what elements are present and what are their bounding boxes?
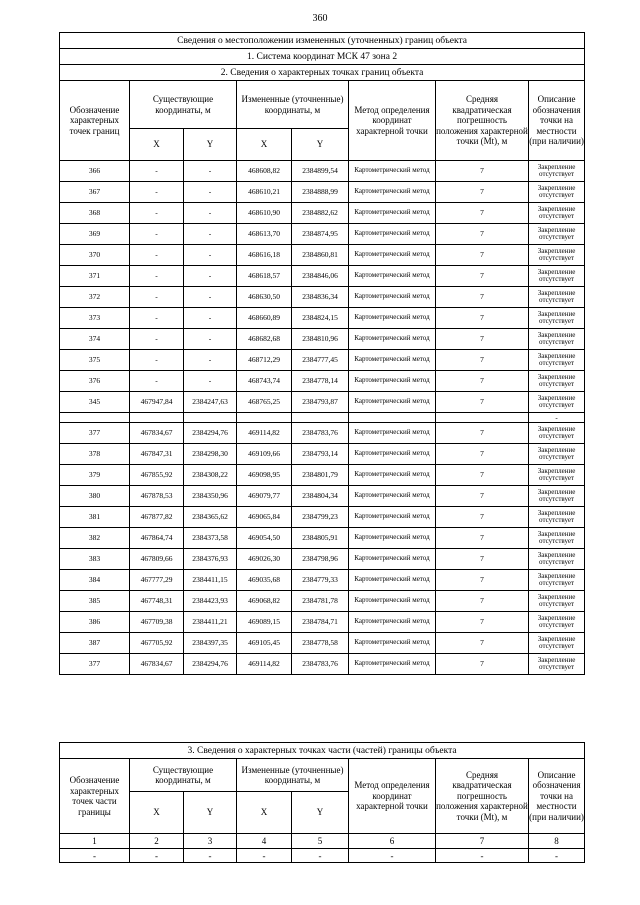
- header-x: X: [130, 792, 184, 834]
- table-cell: 467834,67: [130, 423, 184, 444]
- table-cell: 467834,67: [130, 654, 184, 675]
- table-cell: 2384810,96: [292, 329, 349, 350]
- table-row: [60, 465, 585, 486]
- table-cell: Картометрический метод: [349, 549, 436, 570]
- table-cell: 386: [60, 612, 130, 633]
- table-cell: 7: [436, 224, 529, 245]
- table-cell: 469114,82: [237, 423, 292, 444]
- table-cell: 7: [436, 203, 529, 224]
- table-row: [60, 570, 585, 591]
- table-cell: Картометрический метод: [349, 329, 436, 350]
- table-row: [60, 423, 585, 444]
- table-cell: 2384779,33: [292, 570, 349, 591]
- points-body-2: [60, 423, 585, 675]
- table-cell: -: [184, 329, 237, 350]
- table-cell: Закрепление отсутствует: [529, 329, 585, 350]
- table-cell: -: [349, 849, 436, 863]
- table-cell: 7: [436, 612, 529, 633]
- table-row: [60, 266, 585, 287]
- points-body-1: [60, 161, 585, 413]
- table-cell: -: [130, 182, 184, 203]
- table-cell: 2384778,58: [292, 633, 349, 654]
- table-cell: 2: [130, 834, 184, 849]
- table-cell: 467809,66: [130, 549, 184, 570]
- table-cell: 7: [436, 834, 529, 849]
- table-cell: 369: [60, 224, 130, 245]
- table-cell: 2384350,96: [184, 486, 237, 507]
- table-cell: 469079,77: [237, 486, 292, 507]
- table-cell: 2384777,45: [292, 350, 349, 371]
- table-cell: 2384783,76: [292, 423, 349, 444]
- table-cell: 468660,89: [237, 308, 292, 329]
- table-cell: 469089,15: [237, 612, 292, 633]
- table-cell: -: [130, 161, 184, 182]
- table-cell: 467855,92: [130, 465, 184, 486]
- table-cell: 377: [60, 654, 130, 675]
- table-cell: -: [184, 161, 237, 182]
- table-cell: -: [292, 849, 349, 863]
- table-cell: Закрепление отсутствует: [529, 350, 585, 371]
- table-cell: -: [130, 371, 184, 392]
- table-cell: 7: [436, 161, 529, 182]
- header-existing: Существующие координаты, м: [130, 81, 237, 129]
- section-title: Сведения о местоположении измененных (уточненных) границ объекта: [60, 33, 585, 49]
- table-row: [60, 612, 585, 633]
- table-row: [60, 486, 585, 507]
- header-x: X: [130, 129, 184, 161]
- table-cell: 2384805,91: [292, 528, 349, 549]
- table-cell: -: [130, 203, 184, 224]
- table-row: [60, 591, 585, 612]
- table-cell: 2384411,15: [184, 570, 237, 591]
- table-cell: 387: [60, 633, 130, 654]
- table-cell: 467864,74: [130, 528, 184, 549]
- table-cell: 468610,90: [237, 203, 292, 224]
- table-cell: 2384801,79: [292, 465, 349, 486]
- table-cell: 2384799,23: [292, 507, 349, 528]
- table-cell: Закрепление отсутствует: [529, 591, 585, 612]
- table-cell: 469026,30: [237, 549, 292, 570]
- table-cell: 467777,29: [130, 570, 184, 591]
- table-cell: 467947,84: [130, 392, 184, 413]
- table-cell: 2384783,76: [292, 654, 349, 675]
- table-cell: 468610,21: [237, 182, 292, 203]
- table-cell: Закрепление отсутствует: [529, 203, 585, 224]
- table-cell: -: [130, 287, 184, 308]
- header-accuracy: Средняя квадратическая погрешность положения характерной точки (Mt), м: [436, 759, 529, 834]
- table-row: [60, 633, 585, 654]
- table-cell: -: [130, 849, 184, 863]
- table-cell: 376: [60, 371, 130, 392]
- table-cell: 7: [436, 329, 529, 350]
- table-cell: 2384373,58: [184, 528, 237, 549]
- header-x: X: [237, 792, 292, 834]
- table-cell: 380: [60, 486, 130, 507]
- table-cell: 7: [436, 287, 529, 308]
- table-cell: 7: [436, 392, 529, 413]
- table-cell: Картометрический метод: [349, 528, 436, 549]
- header-method: Метод определения координат характерной точки: [349, 759, 436, 834]
- table-cell: -: [184, 849, 237, 863]
- table-cell: -: [436, 849, 529, 863]
- table-cell: 384: [60, 570, 130, 591]
- table-cell: 2384874,95: [292, 224, 349, 245]
- column-numbers-body: [60, 834, 585, 849]
- table-cell: 7: [436, 486, 529, 507]
- table-cell: Закрепление отсутствует: [529, 224, 585, 245]
- table-cell: 345: [60, 392, 130, 413]
- table-cell: 7: [436, 308, 529, 329]
- table-cell: Картометрический метод: [349, 633, 436, 654]
- header-y: Y: [184, 129, 237, 161]
- header-method: Метод определения координат характерной точки: [349, 81, 436, 161]
- table-cell: -: [529, 413, 585, 423]
- header-description: Описание обозначения точки на местности (при наличии): [529, 81, 585, 161]
- table-cell: Картометрический метод: [349, 287, 436, 308]
- table-cell: 2384308,22: [184, 465, 237, 486]
- table-cell: Закрепление отсутствует: [529, 612, 585, 633]
- table-cell: 371: [60, 266, 130, 287]
- table-cell: 2384860,81: [292, 245, 349, 266]
- table-cell: 7: [436, 549, 529, 570]
- table-cell: Картометрический метод: [349, 486, 436, 507]
- table-row: [60, 329, 585, 350]
- table-cell: 467705,92: [130, 633, 184, 654]
- table-cell: -: [184, 182, 237, 203]
- table-cell: 7: [436, 350, 529, 371]
- table-cell: 372: [60, 287, 130, 308]
- table-cell: 7: [436, 570, 529, 591]
- table-cell: Картометрический метод: [349, 224, 436, 245]
- table-cell: 4: [237, 834, 292, 849]
- table-cell: Закрепление отсутствует: [529, 549, 585, 570]
- table-cell: -: [184, 350, 237, 371]
- table-row: [60, 308, 585, 329]
- table-cell: 377: [60, 423, 130, 444]
- table-row: [60, 287, 585, 308]
- table-cell: [237, 413, 292, 423]
- table-cell: Закрепление отсутствует: [529, 486, 585, 507]
- table-row: [60, 182, 585, 203]
- table-cell: 467709,38: [130, 612, 184, 633]
- table-cell: 2384247,63: [184, 392, 237, 413]
- table-cell: 2384899,54: [292, 161, 349, 182]
- table-cell: 2384784,71: [292, 612, 349, 633]
- table-row: [60, 549, 585, 570]
- header-x: X: [237, 129, 292, 161]
- table-cell: Закрепление отсутствует: [529, 444, 585, 465]
- column-numbers-row: [60, 834, 585, 849]
- table-cell: 2384298,30: [184, 444, 237, 465]
- table-cell: 7: [436, 182, 529, 203]
- table-cell: -: [184, 287, 237, 308]
- table-cell: Картометрический метод: [349, 182, 436, 203]
- table-cell: 2384423,93: [184, 591, 237, 612]
- table-cell: -: [184, 203, 237, 224]
- table-cell: 2384836,34: [292, 287, 349, 308]
- table-cell: 7: [436, 423, 529, 444]
- table-cell: Закрепление отсутствует: [529, 528, 585, 549]
- table-cell: 469105,45: [237, 633, 292, 654]
- table-row: [60, 654, 585, 675]
- table-cell: [436, 413, 529, 423]
- table-cell: Закрепление отсутствует: [529, 308, 585, 329]
- table-cell: 468743,74: [237, 371, 292, 392]
- header-changed: Измененные (уточненные) координаты, м: [237, 759, 349, 792]
- table-cell: -: [130, 266, 184, 287]
- table-cell: 379: [60, 465, 130, 486]
- table-cell: 2384376,93: [184, 549, 237, 570]
- table-cell: -: [184, 266, 237, 287]
- table-cell: Закрепление отсутствует: [529, 245, 585, 266]
- table-cell: Закрепление отсутствует: [529, 423, 585, 444]
- table-row: [60, 371, 585, 392]
- table-cell: 7: [436, 528, 529, 549]
- table-cell: 2384397,35: [184, 633, 237, 654]
- table-cell: Картометрический метод: [349, 371, 436, 392]
- table-cell: Картометрический метод: [349, 507, 436, 528]
- table-cell: Картометрический метод: [349, 161, 436, 182]
- table-cell: -: [529, 849, 585, 863]
- table-cell: 469035,68: [237, 570, 292, 591]
- table-cell: -: [130, 308, 184, 329]
- table-cell: Закрепление отсутствует: [529, 507, 585, 528]
- table-cell: 2384798,96: [292, 549, 349, 570]
- header-y: Y: [292, 792, 349, 834]
- header-designation: Обозначение характерных точек границ: [60, 81, 130, 161]
- table-cell: 2384882,62: [292, 203, 349, 224]
- table-cell: [184, 413, 237, 423]
- table-cell: Закрепление отсутствует: [529, 287, 585, 308]
- header-existing: Существующие координаты, м: [130, 759, 237, 792]
- table-cell: 469068,82: [237, 591, 292, 612]
- table-row: [60, 392, 585, 413]
- table-cell: 2384411,21: [184, 612, 237, 633]
- table-cell: -: [130, 350, 184, 371]
- table-cell: 467847,31: [130, 444, 184, 465]
- table-cell: Закрепление отсутствует: [529, 570, 585, 591]
- part-boundary-points-table: [59, 742, 585, 863]
- table-cell: 7: [436, 371, 529, 392]
- separator-row: [60, 413, 585, 423]
- table-cell: 469114,82: [237, 654, 292, 675]
- table-row: [60, 350, 585, 371]
- table-cell: -: [184, 371, 237, 392]
- table-cell: Картометрический метод: [349, 266, 436, 287]
- table-cell: Картометрический метод: [349, 392, 436, 413]
- table-cell: 7: [436, 633, 529, 654]
- table-cell: Закрепление отсутствует: [529, 182, 585, 203]
- header-description: Описание обозначения точки на местности (при наличии): [529, 759, 585, 834]
- table-cell: 382: [60, 528, 130, 549]
- table-cell: Картометрический метод: [349, 350, 436, 371]
- table-cell: [349, 413, 436, 423]
- table-cell: 3: [184, 834, 237, 849]
- table-cell: 468613,70: [237, 224, 292, 245]
- separator-body: [60, 413, 585, 423]
- table-cell: 7: [436, 591, 529, 612]
- table-cell: 368: [60, 203, 130, 224]
- header-changed: Измененные (уточненные) координаты, м: [237, 81, 349, 129]
- table-cell: -: [184, 308, 237, 329]
- table-cell: Картометрический метод: [349, 203, 436, 224]
- table-row: [60, 507, 585, 528]
- table-cell: 2384804,34: [292, 486, 349, 507]
- table-cell: Закрепление отсутствует: [529, 266, 585, 287]
- table-cell: -: [184, 224, 237, 245]
- table-cell: 2384888,99: [292, 182, 349, 203]
- table-cell: 2384365,62: [184, 507, 237, 528]
- table-cell: [60, 413, 130, 423]
- table-cell: 2384781,78: [292, 591, 349, 612]
- table-cell: 2384793,14: [292, 444, 349, 465]
- header-accuracy: Средняя квадратическая погрешность положения характерной точки (Mt), м: [436, 81, 529, 161]
- table-row: [60, 528, 585, 549]
- coordinate-system-title: 1. Система координат МСК 47 зона 2: [60, 49, 585, 65]
- table-cell: 370: [60, 245, 130, 266]
- header-y: Y: [184, 792, 237, 834]
- table-cell: Картометрический метод: [349, 423, 436, 444]
- dash-row-body: [60, 849, 585, 863]
- table-cell: -: [130, 329, 184, 350]
- table-cell: 468630,50: [237, 287, 292, 308]
- points-section-title: 2. Сведения о характерных точках границ объекта: [60, 65, 585, 81]
- table-cell: 374: [60, 329, 130, 350]
- table-cell: 1: [60, 834, 130, 849]
- table-cell: 468682,68: [237, 329, 292, 350]
- header-y: Y: [292, 129, 349, 161]
- table-cell: -: [130, 224, 184, 245]
- table-cell: 6: [349, 834, 436, 849]
- table-cell: 385: [60, 591, 130, 612]
- table-cell: 469098,95: [237, 465, 292, 486]
- table-row: [60, 224, 585, 245]
- table-cell: 5: [292, 834, 349, 849]
- table-cell: 2384294,76: [184, 423, 237, 444]
- table-cell: -: [184, 245, 237, 266]
- table-cell: 7: [436, 465, 529, 486]
- table-cell: 2384294,76: [184, 654, 237, 675]
- table-cell: Закрепление отсутствует: [529, 654, 585, 675]
- table-cell: Закрепление отсутствует: [529, 371, 585, 392]
- table-cell: 467877,82: [130, 507, 184, 528]
- table-row: [60, 245, 585, 266]
- table-cell: 373: [60, 308, 130, 329]
- table-cell: Картометрический метод: [349, 444, 436, 465]
- table-cell: Закрепление отсутствует: [529, 633, 585, 654]
- table-cell: 468618,57: [237, 266, 292, 287]
- table-cell: 469054,50: [237, 528, 292, 549]
- table-cell: Закрепление отсутствует: [529, 161, 585, 182]
- table-row: [60, 849, 585, 863]
- table-cell: 375: [60, 350, 130, 371]
- table-cell: Картометрический метод: [349, 654, 436, 675]
- table-row: [60, 444, 585, 465]
- table-cell: 2384793,87: [292, 392, 349, 413]
- table-cell: 469065,84: [237, 507, 292, 528]
- table-cell: 8: [529, 834, 585, 849]
- table-cell: Картометрический метод: [349, 612, 436, 633]
- table-cell: [292, 413, 349, 423]
- table-cell: Картометрический метод: [349, 570, 436, 591]
- table-cell: 469109,66: [237, 444, 292, 465]
- table-cell: Закрепление отсутствует: [529, 392, 585, 413]
- table-cell: Картометрический метод: [349, 245, 436, 266]
- table-cell: 468616,18: [237, 245, 292, 266]
- table-cell: Закрепление отсутствует: [529, 465, 585, 486]
- table-cell: 7: [436, 266, 529, 287]
- table-cell: 366: [60, 161, 130, 182]
- table-cell: 378: [60, 444, 130, 465]
- table-cell: 2384778,14: [292, 371, 349, 392]
- table-cell: [130, 413, 184, 423]
- table-cell: 7: [436, 654, 529, 675]
- table-cell: 468765,25: [237, 392, 292, 413]
- header-designation: Обозначение характерных точек части границы: [60, 759, 130, 834]
- table-cell: 383: [60, 549, 130, 570]
- table-row: [60, 161, 585, 182]
- table-cell: 467878,53: [130, 486, 184, 507]
- table-cell: 467748,31: [130, 591, 184, 612]
- boundary-points-table: [59, 32, 585, 675]
- table-cell: -: [60, 849, 130, 863]
- table-cell: Картометрический метод: [349, 465, 436, 486]
- table-cell: -: [130, 245, 184, 266]
- table-cell: 2384824,15: [292, 308, 349, 329]
- table-cell: 468712,29: [237, 350, 292, 371]
- table-cell: 367: [60, 182, 130, 203]
- table-cell: 7: [436, 507, 529, 528]
- table-cell: 468608,82: [237, 161, 292, 182]
- table-cell: 7: [436, 444, 529, 465]
- page-number: 360: [312, 13, 328, 24]
- table-cell: 7: [436, 245, 529, 266]
- part-section-title: 3. Сведения о характерных точках части (частей) границы объекта: [60, 743, 585, 759]
- table-cell: 2384846,06: [292, 266, 349, 287]
- table-cell: Картометрический метод: [349, 591, 436, 612]
- table-cell: 381: [60, 507, 130, 528]
- table-cell: Картометрический метод: [349, 308, 436, 329]
- table-row: [60, 203, 585, 224]
- table-cell: -: [237, 849, 292, 863]
